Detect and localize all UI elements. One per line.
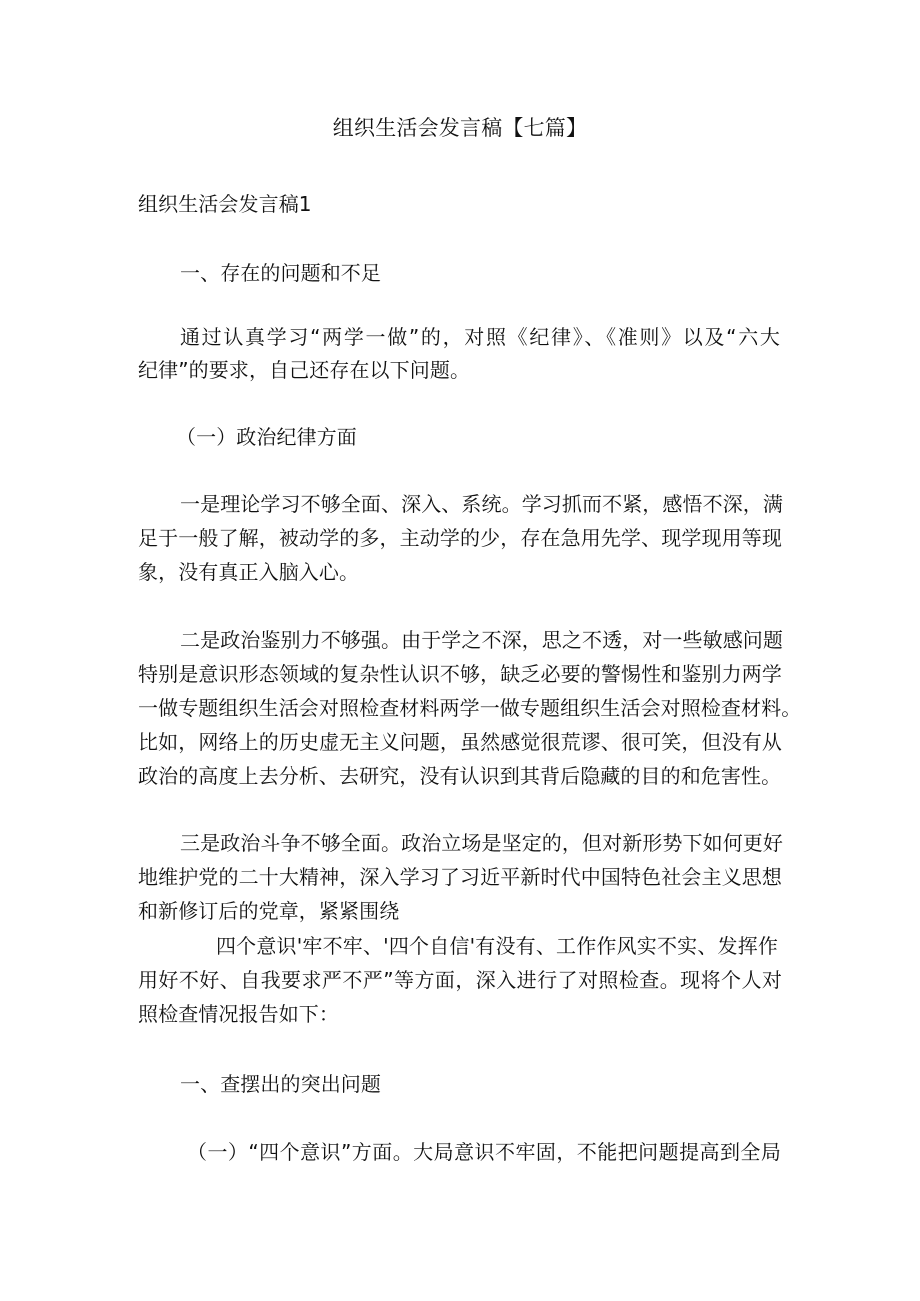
paragraph-line: 二是政治鉴别力不够强。由于学之不深，思之不透，对一些敏感问题 — [180, 628, 783, 652]
heading-problems: 一、存在的问题和不足 — [180, 261, 381, 285]
paragraph-line: 象，没有真正入脑入心。 — [138, 560, 360, 584]
paragraph-line: 通过认真学习“两学一做”的，对照《纪律》、《准则》以及“六大 — [180, 325, 780, 349]
paragraph-line: 比如，网络上的历史虚无主义问题，虽然感觉很荒谬、很可笑，但没有从 — [138, 730, 782, 754]
document-title: 组织生活会发言稿【七篇】 — [332, 116, 588, 140]
section-subtitle: 组织生活会发言稿1 — [138, 192, 312, 216]
paragraph-line: 和新修订后的党章，紧紧围绕 — [138, 899, 400, 923]
paragraph-line: 用好不好、自我要求严不严”等方面，深入进行了对照检查。现将个人对 — [138, 968, 782, 992]
paragraph-line: 纪律”的要求，自己还存在以下问题。 — [138, 358, 471, 382]
paragraph-line: （一）“四个意识”方面。大局意识不牢固，不能把问题提高到全局 — [187, 1140, 781, 1164]
paragraph-line: 四个意识'牢不牢、'四个自信'有没有、工作作风实不实、发挥作 — [216, 934, 778, 958]
paragraph-line: 政治的高度上去分析、去研究，没有认识到其背后隐藏的目的和危害性。 — [138, 764, 782, 788]
paragraph-line: 照检查情况报告如下： — [138, 1002, 339, 1026]
paragraph-line: 一是理论学习不够全面、深入、系统。学习抓而不紧，感悟不深，满 — [180, 492, 783, 516]
subheading-political-discipline: （一）政治纪律方面 — [176, 425, 357, 449]
heading-prominent-problems: 一、查摆出的突出问题 — [180, 1072, 381, 1096]
paragraph-line: 特别是意识形态领域的复杂性认识不够，缺乏必要的警惕性和鉴别力两学 — [138, 662, 782, 686]
paragraph-line: 地维护党的二十大精神，深入学习了习近平新时代中国特色社会主义思想 — [138, 865, 782, 889]
paragraph-line: 足于一般了解，被动学的多，主动学的少，存在急用先学、现学现用等现 — [138, 526, 782, 550]
paragraph-line: 一做专题组织生活会对照检查材料两学一做专题组织生活会对照检查材料。 — [138, 696, 802, 720]
paragraph-line: 三是政治斗争不够全面。政治立场是坚定的，但对新形势下如何更好 — [180, 831, 783, 855]
